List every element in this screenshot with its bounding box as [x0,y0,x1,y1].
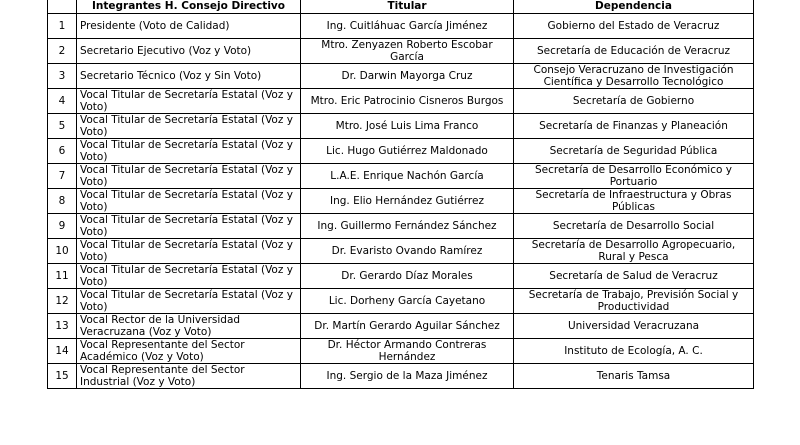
member-role-cell: Vocal Titular de Secretaría Estatal (Voz y Voto) [77,139,301,164]
member-role-cell: Vocal Titular de Secretaría Estatal (Voz y Voto) [77,189,301,214]
row-number-cell: 11 [48,264,77,289]
titular-name-cell: L.A.E. Enrique Nachón García [301,164,514,189]
row-number-cell: 6 [48,139,77,164]
dependencia-cell: Secretaría de Salud de Veracruz [514,264,754,289]
member-role-cell: Vocal Titular de Secretaría Estatal (Voz y Voto) [77,214,301,239]
member-role-cell: Vocal Rector de la Universidad Veracruzana (Voz y Voto) [77,314,301,339]
titular-name-cell: Mtro. José Luis Lima Franco [301,114,514,139]
member-role-cell: Secretario Técnico (Voz y Sin Voto) [77,64,301,89]
row-number-cell: 4 [48,89,77,114]
dependencia-cell: Secretaría de Desarrollo Social [514,214,754,239]
titular-name-cell: Dr. Evaristo Ovando Ramírez [301,239,514,264]
dependencia-cell: Secretaría de Gobierno [514,89,754,114]
table-row [48,364,754,389]
member-role-cell: Vocal Titular de Secretaría Estatal (Voz y Voto) [77,114,301,139]
member-role-cell: Vocal Titular de Secretaría Estatal (Voz y Voto) [77,89,301,114]
dependencia-cell: Universidad Veracruzana [514,314,754,339]
titular-name-cell: Dr. Martín Gerardo Aguilar Sánchez [301,314,514,339]
row-number-cell: 12 [48,289,77,314]
table-row [48,239,754,264]
row-number-cell: 14 [48,339,77,364]
titular-name-cell: Lic. Hugo Gutiérrez Maldonado [301,139,514,164]
row-number-cell: 2 [48,39,77,64]
table-row [48,114,754,139]
titular-name-cell: Ing. Guillermo Fernández Sánchez [301,214,514,239]
table-row [48,64,754,89]
consejo-directivo-table [47,0,754,389]
dependencia-cell: Secretaría de Seguridad Pública [514,139,754,164]
titular-name-cell: Mtro. Eric Patrocinio Cisneros Burgos [301,89,514,114]
row-number-cell: 10 [48,239,77,264]
dependencia-cell: Gobierno del Estado de Veracruz [514,14,754,39]
member-role-cell: Presidente (Voto de Calidad) [77,14,301,39]
member-role-cell: Vocal Titular de Secretaría Estatal (Voz y Voto) [77,289,301,314]
table-row [48,14,754,39]
row-number-cell: 1 [48,14,77,39]
dependencia-cell: Consejo Veracruzano de Investigación Científica y Desarrollo Tecnológico [514,64,754,89]
header-row [48,0,754,14]
table-row [48,139,754,164]
table-row [48,39,754,64]
dependencia-cell: Secretaría de Infraestructura y Obras Públicas [514,189,754,214]
titular-name-cell: Mtro. Zenyazen Roberto Escobar García [301,39,514,64]
table-row [48,189,754,214]
row-number-cell: 15 [48,364,77,389]
table-row [48,289,754,314]
dependencia-cell: Secretaría de Desarrollo Económico y Portuario [514,164,754,189]
titular-name-cell: Dr. Héctor Armando Contreras Hernández [301,339,514,364]
titular-name-cell: Ing. Sergio de la Maza Jiménez [301,364,514,389]
member-role-cell: Vocal Representante del Sector Académico (Voz y Voto) [77,339,301,364]
row-number-cell: 8 [48,189,77,214]
table-row [48,214,754,239]
row-number-cell: 5 [48,114,77,139]
member-role-cell: Secretario Ejecutivo (Voz y Voto) [77,39,301,64]
dependencia-cell: Secretaría de Desarrollo Agropecuario, Rural y Pesca [514,239,754,264]
titular-name-cell: Lic. Dorheny García Cayetano [301,289,514,314]
table-row [48,264,754,289]
member-role-cell: Vocal Representante del Sector Industrial (Voz y Voto) [77,364,301,389]
header-integrantes: Integrantes H. Consejo Directivo [77,0,301,14]
dependencia-cell: Secretaría de Finanzas y Planeación [514,114,754,139]
header-dependencia: Dependencia [514,0,754,14]
table-row [48,314,754,339]
dependencia-cell: Secretaría de Educación de Veracruz [514,39,754,64]
row-number-cell: 9 [48,214,77,239]
dependencia-cell: Tenaris Tamsa [514,364,754,389]
table-row [48,164,754,189]
header-number [48,0,77,14]
titular-name-cell: Ing. Cuitláhuac García Jiménez [301,14,514,39]
table-row [48,89,754,114]
table-row [48,339,754,364]
titular-name-cell: Dr. Darwin Mayorga Cruz [301,64,514,89]
dependencia-cell: Secretaría de Trabajo, Previsión Social y Productividad [514,289,754,314]
row-number-cell: 13 [48,314,77,339]
titular-name-cell: Ing. Elio Hernández Gutiérrez [301,189,514,214]
row-number-cell: 7 [48,164,77,189]
document-page [47,0,753,389]
row-number-cell: 3 [48,64,77,89]
titular-name-cell: Dr. Gerardo Díaz Morales [301,264,514,289]
dependencia-cell: Instituto de Ecología, A. C. [514,339,754,364]
table-body [48,14,754,389]
member-role-cell: Vocal Titular de Secretaría Estatal (Voz y Voto) [77,264,301,289]
member-role-cell: Vocal Titular de Secretaría Estatal (Voz y Voto) [77,164,301,189]
header-titular: Titular [301,0,514,14]
member-role-cell: Vocal Titular de Secretaría Estatal (Voz y Voto) [77,239,301,264]
